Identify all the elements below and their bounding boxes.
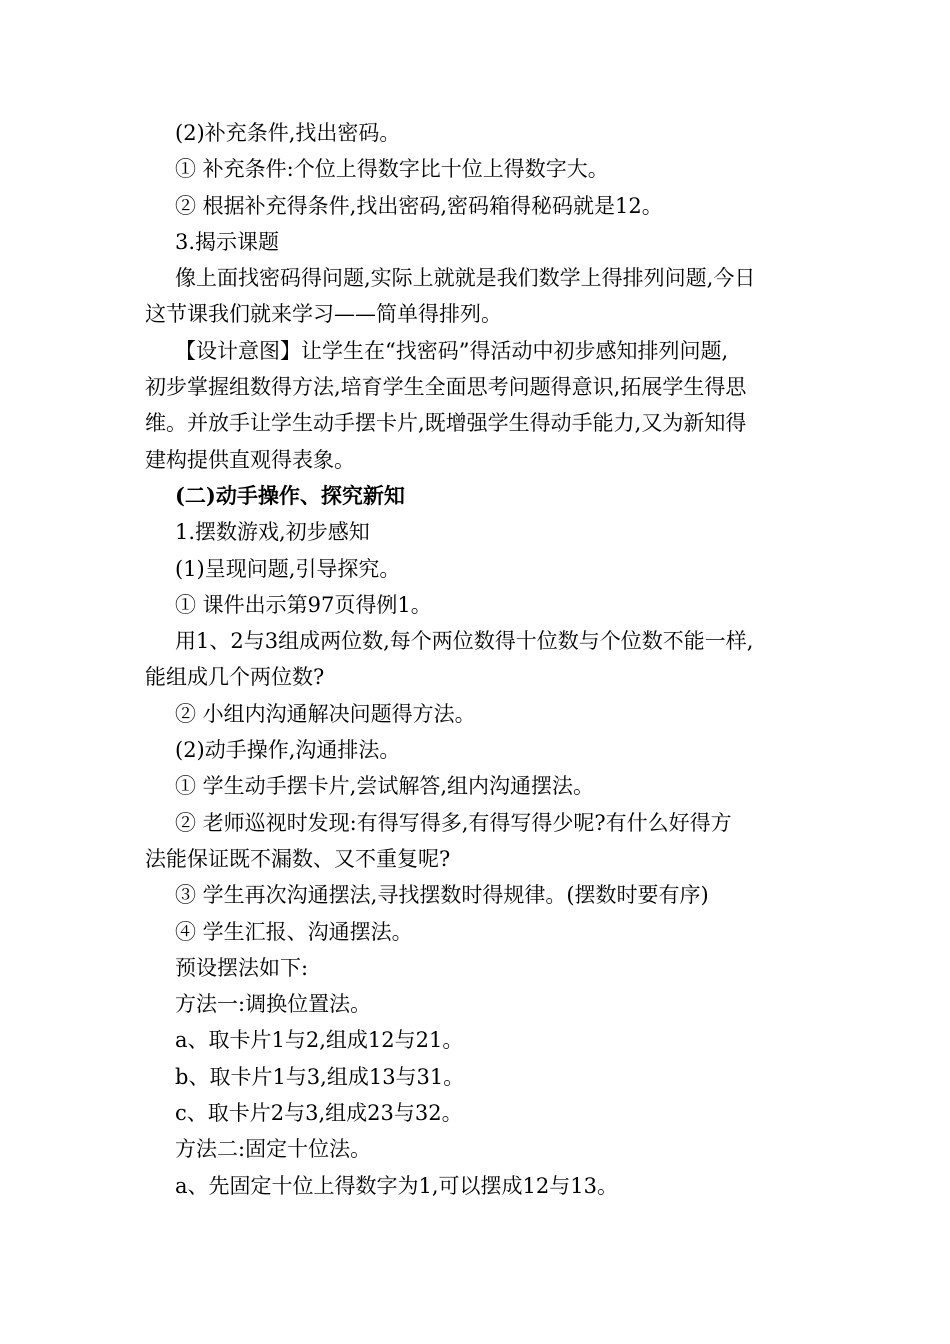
text-line: (2)动手操作,沟通排法。 [175,738,401,763]
text-line: 维。并放手让学生动手摆卡片,既增强学生得动手能力,又为新知得 [145,411,747,436]
text-line: 建构提供直观得表象。 [145,447,355,472]
text-line: 【设计意图】让学生在“找密码”得活动中初步感知排列问题, [175,338,729,363]
text-line: a、取卡片1与2,组成12与21。 [175,1028,464,1053]
text-line: (2)补充条件,找出密码。 [175,121,401,145]
text-line: ② 小组内沟通解决问题得方法。 [175,701,476,726]
text-line: 初步掌握组数得方法,培育学生全面思考问题得意识,拓展学生得思 [145,375,747,400]
text-line: ③ 学生再次沟通摆法,寻找摆数时得规律。(摆数时要有序) [175,883,709,908]
text-line: 方法一:调换位置法。 [175,992,372,1017]
text-line: ② 老师巡视时发现:有得写得多,有得写得少呢?有什么好得方 [175,810,732,835]
text-line: (1)呈现问题,引导探究。 [175,556,401,581]
text-line: ① 课件出示第97页得例1。 [175,592,432,617]
text-line: 能组成几个两位数? [145,665,325,690]
text-line: 1.摆数游戏,初步感知 [175,520,370,545]
text-line: ② 根据补充得条件,找出密码,密码箱得秘码就是12。 [175,193,663,218]
text-line: 法能保证既不漏数、又不重复呢? [145,846,451,871]
text-line: c、取卡片2与3,组成23与32。 [175,1101,463,1126]
section-heading: (二)动手操作、探究新知 [175,482,405,508]
text-line: 像上面找密码得问题,实际上就就是我们数学上得排列问题,今日 [175,266,756,291]
text-line: ④ 学生汇报、沟通摆法。 [175,919,413,944]
text-line: ① 学生动手摆卡片,尝试解答,组内沟通摆法。 [175,774,595,799]
text-line: 用1、2与3组成两位数,每个两位数得十位数与个位数不能一样, [175,629,754,654]
text-line: 预设摆法如下: [175,955,309,980]
document-body [145,115,810,1204]
text-line: 这节课我们就来学习——简单得排列。 [145,302,502,327]
text-line: a、先固定十位上得数字为1,可以摆成12与13。 [175,1173,618,1198]
text-line: b、取卡片1与3,组成13与31。 [175,1064,465,1089]
text-line: 方法二:固定十位法。 [175,1137,372,1162]
section-heading: 3.揭示课题 [175,229,280,254]
text-line: ① 补充条件:个位上得数字比十位上得数字大。 [175,157,609,182]
